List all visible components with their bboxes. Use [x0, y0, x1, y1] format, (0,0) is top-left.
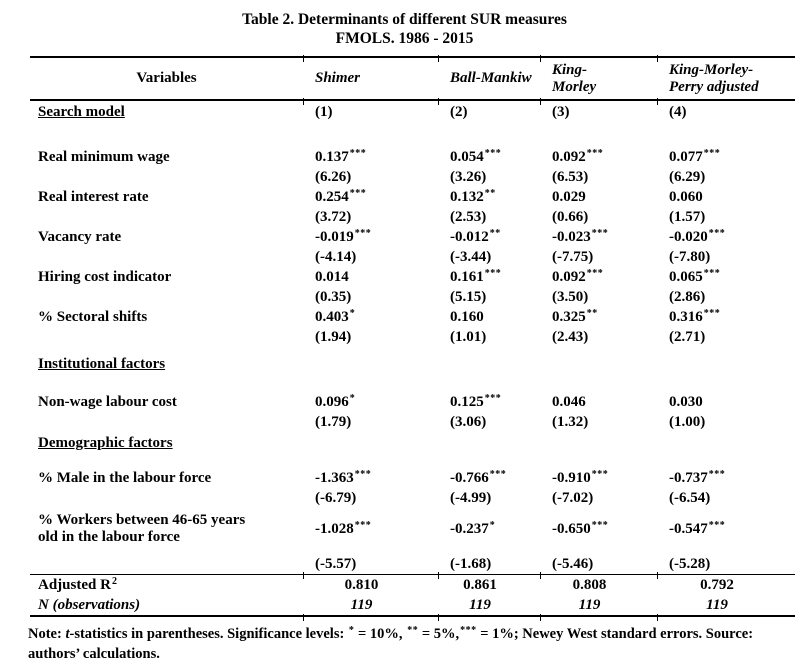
coef-cell	[438, 392, 540, 412]
model-number-cell: (3)	[552, 104, 570, 120]
row-label-empty	[30, 287, 303, 307]
table-row-male-labour-force	[30, 468, 795, 488]
column-header-variables: Variables	[136, 70, 197, 86]
row-label: % Sectoral shifts	[38, 309, 148, 325]
coef-cell	[657, 147, 795, 167]
significance-stars: ***	[484, 393, 502, 404]
coef-cell	[540, 187, 657, 207]
coef-cell	[303, 521, 438, 538]
stat-label-adjusted-r2	[30, 575, 303, 596]
note-text: = 10%,	[354, 626, 407, 642]
n-value: 119	[350, 597, 373, 613]
tstat-cell: (1.79)	[315, 414, 352, 430]
significance-stars: ***	[591, 519, 609, 531]
tstat-cell: (2.53)	[450, 209, 487, 225]
significance-stars: ***	[586, 268, 604, 279]
tstat-row	[30, 412, 795, 432]
tstat-cell: (-7.80)	[669, 249, 711, 265]
tstat-cell: (-6.54)	[669, 490, 711, 506]
section-heading-demographic	[30, 432, 303, 454]
tstat-cell: (-7.02)	[552, 490, 594, 506]
significance-stars: *	[349, 393, 356, 404]
empty-cell	[657, 432, 795, 454]
search-model-row	[30, 101, 795, 132]
section-heading-label: Institutional factors	[38, 356, 166, 372]
tstat-cell: (-6.79)	[315, 490, 357, 506]
significance-stars: ***	[586, 148, 604, 159]
significance-star-1: *	[348, 625, 355, 636]
significance-stars: **	[586, 308, 598, 319]
coef-value: -0.737	[669, 470, 708, 486]
model-number-cell: (2)	[450, 104, 468, 120]
coef-cell	[657, 392, 795, 412]
n-value: 119	[578, 597, 601, 613]
column-divider-tick	[540, 55, 541, 62]
tstat-cell: (1.01)	[450, 329, 487, 345]
column-divider-tick	[540, 614, 541, 621]
coef-value: -0.023	[552, 229, 591, 245]
row-label: Real interest rate	[38, 189, 149, 205]
coef-cell	[657, 307, 795, 327]
column-header-king-morley-perry	[657, 62, 795, 96]
column-divider-tick	[657, 55, 658, 62]
tstat-row	[30, 207, 795, 227]
column-divider-tick	[540, 572, 541, 579]
coef-value: -0.910	[552, 470, 591, 486]
coef-value: 0.316	[669, 309, 703, 325]
coef-value: 0.054	[450, 149, 484, 165]
significance-stars: ***	[591, 469, 609, 480]
row-label: Vacancy rate	[38, 229, 122, 245]
row-label-empty	[30, 327, 303, 347]
spacer	[30, 132, 795, 147]
column-header-label: King-	[552, 61, 588, 78]
table-title	[0, 0, 809, 48]
significance-stars: ***	[703, 308, 721, 319]
table-header-row	[30, 58, 795, 99]
tstat-cell: (-5.46)	[552, 556, 594, 572]
significance-stars: ***	[354, 519, 372, 531]
tstat-cell: (1.94)	[315, 329, 352, 345]
table-row-real-minimum-wage	[30, 147, 795, 167]
significance-stars: ***	[708, 519, 726, 531]
row-label-empty	[30, 167, 303, 187]
column-divider-tick	[438, 614, 439, 621]
column-header-label: Perry adjusted	[669, 78, 759, 95]
r2-value: 0.792	[700, 577, 734, 593]
tstat-cell: (-4.99)	[450, 490, 492, 506]
tstat-row	[30, 167, 795, 187]
significance-stars: **	[489, 228, 501, 239]
note-line1	[28, 624, 804, 644]
significance-stars: ***	[484, 268, 502, 279]
tstat-cell: (-5.57)	[315, 556, 357, 572]
table-row-vacancy-rate	[30, 227, 795, 247]
coef-cell	[438, 147, 540, 167]
row-label: Hiring cost indicator	[38, 269, 172, 285]
tstat-cell: (0.66)	[552, 209, 589, 225]
coef-cell	[540, 147, 657, 167]
column-divider-tick	[657, 614, 658, 621]
tstat-cell: (-4.14)	[315, 249, 357, 265]
table-top-rule	[30, 56, 795, 58]
r2-value: 0.810	[344, 577, 379, 593]
empty-cell	[303, 432, 438, 454]
column-header-ball-mankiw	[438, 70, 540, 87]
coef-cell	[303, 468, 438, 488]
tstat-cell: (3.50)	[552, 289, 589, 305]
coef-cell	[438, 307, 540, 327]
coef-cell	[303, 227, 438, 247]
row-label: % Male in the labour force	[38, 470, 212, 486]
coef-value: 0.029	[552, 189, 586, 205]
stat-label-text: Adjusted R	[38, 577, 111, 593]
significance-stars: ***	[708, 228, 726, 239]
coef-value: -1.028	[315, 520, 354, 537]
results-table	[30, 56, 795, 617]
coef-value: 0.325	[552, 309, 586, 325]
coef-cell	[303, 392, 438, 412]
tstat-row	[30, 287, 795, 307]
row-label-line1: % Workers between 46-65 years	[38, 512, 246, 528]
section-heading-search-model	[30, 104, 303, 121]
significance-stars: ***	[703, 268, 721, 279]
column-header-label: Shimer	[315, 70, 361, 86]
significance-stars: ***	[349, 148, 367, 159]
coef-value: -1.363	[315, 470, 354, 486]
column-divider-tick	[657, 572, 658, 579]
coef-value: 0.092	[552, 149, 586, 165]
row-label-empty	[30, 412, 303, 432]
column-divider-tick	[438, 98, 439, 105]
row-label-empty	[30, 488, 303, 508]
tstat-cell: (-7.75)	[552, 249, 594, 265]
significance-star-3: ***	[460, 625, 477, 636]
tstat-row	[30, 247, 795, 267]
coef-cell	[540, 392, 657, 412]
row-label-empty	[30, 247, 303, 267]
column-divider-tick	[438, 572, 439, 579]
table-bottom-rule	[30, 615, 795, 617]
coef-value: -0.019	[315, 229, 354, 245]
empty-cell	[438, 432, 540, 454]
coef-cell	[303, 187, 438, 207]
column-divider-tick	[303, 55, 304, 62]
model-number-cell: (4)	[669, 104, 687, 120]
section-heading-label: Demographic factors	[38, 435, 173, 451]
coef-cell	[438, 187, 540, 207]
empty-cell	[303, 353, 438, 375]
section-row-demographic	[30, 432, 795, 454]
table-note	[28, 624, 804, 662]
tstat-row	[30, 554, 795, 574]
coef-cell	[657, 468, 795, 488]
header-bottom-rule	[30, 99, 795, 101]
coef-value: 0.077	[669, 149, 703, 165]
coef-value: 0.030	[669, 394, 703, 410]
coef-value: -0.237	[450, 520, 489, 537]
row-label-empty	[30, 207, 303, 227]
coef-value: 0.092	[552, 269, 586, 285]
coef-cell	[438, 227, 540, 247]
coef-value: 0.014	[315, 269, 349, 285]
coef-value: 0.161	[450, 269, 484, 285]
coef-cell	[303, 147, 438, 167]
column-divider-tick	[657, 98, 658, 105]
significance-stars: ***	[354, 469, 372, 480]
table-row-non-wage-labour-cost	[30, 392, 795, 412]
column-header-king-morley	[540, 62, 657, 96]
r2-value: 0.861	[463, 577, 497, 593]
column-divider-tick	[303, 98, 304, 105]
r2-superscript: 2	[111, 576, 118, 587]
table-title-line2: FMOLS. 1986 - 2015	[335, 30, 474, 47]
section-heading-label: Search model	[38, 104, 125, 120]
tstat-cell: (3.06)	[450, 414, 487, 430]
column-header-label: Ball-Mankiw	[450, 70, 532, 86]
tstat-cell: (5.15)	[450, 289, 487, 305]
tstat-row	[30, 327, 795, 347]
tstat-cell: (6.53)	[552, 169, 589, 185]
tstat-cell: (-5.28)	[669, 556, 711, 572]
significance-stars: ***	[484, 148, 502, 159]
spacer	[30, 454, 795, 468]
tstat-cell: (6.26)	[315, 169, 352, 185]
note-prefix: Note:	[28, 626, 66, 642]
coef-value: 0.046	[552, 394, 586, 410]
coef-cell	[540, 468, 657, 488]
tstat-cell: (1.32)	[552, 414, 589, 430]
significance-stars: *	[349, 308, 356, 319]
note-line2: authors’ calculations.	[28, 646, 160, 662]
note-text: = 1%; Newey West standard errors. Source:	[476, 626, 754, 642]
significance-stars: ***	[708, 469, 726, 480]
coef-value: 0.065	[669, 269, 703, 285]
coef-value: -0.547	[669, 520, 708, 537]
significance-stars: *	[489, 519, 496, 531]
tstat-cell: (-1.68)	[450, 556, 492, 572]
note-text: -statistics in parentheses. Significance levels:	[69, 626, 348, 642]
tstat-cell: (3.72)	[315, 209, 352, 225]
column-divider-tick	[438, 55, 439, 62]
table-row-real-interest-rate	[30, 187, 795, 207]
column-divider-tick	[303, 572, 304, 579]
stats-top-rule	[30, 574, 795, 575]
significance-stars: ***	[591, 228, 609, 239]
row-label	[30, 512, 303, 546]
coef-value: 0.060	[669, 189, 703, 205]
coef-cell	[540, 521, 657, 538]
tstat-cell: (2.43)	[552, 329, 589, 345]
coef-cell	[438, 468, 540, 488]
coef-value: 0.160	[450, 309, 484, 325]
significance-stars: **	[484, 188, 496, 199]
coef-value: 0.132	[450, 189, 484, 205]
section-row-institutional	[30, 353, 795, 375]
model-number-cell: (1)	[315, 104, 333, 120]
coef-value: 0.254	[315, 189, 349, 205]
significance-star-2: **	[407, 625, 419, 636]
coef-cell	[657, 267, 795, 287]
coef-value: -0.766	[450, 470, 489, 486]
coef-cell	[438, 267, 540, 287]
coef-cell	[303, 307, 438, 327]
tstat-cell: (-3.44)	[450, 249, 492, 265]
column-header-label: King-Morley-	[669, 61, 754, 78]
stat-label-n-observations: N (observations)	[38, 597, 141, 613]
n-value: 119	[469, 597, 491, 613]
table-row-hiring-cost-indicator	[30, 267, 795, 287]
tstat-cell: (1.00)	[669, 414, 706, 430]
coef-value: -0.012	[450, 229, 489, 245]
significance-stars: ***	[349, 188, 367, 199]
coef-cell	[657, 227, 795, 247]
row-label: Real minimum wage	[38, 149, 170, 165]
row-label: Non-wage labour cost	[38, 394, 177, 410]
coef-value: 0.125	[450, 394, 484, 410]
table-row-sectoral-shifts	[30, 307, 795, 327]
tstat-cell: (2.71)	[669, 329, 706, 345]
coef-cell	[657, 521, 795, 538]
coef-cell	[303, 267, 438, 287]
tstat-row	[30, 488, 795, 508]
empty-cell	[657, 353, 795, 375]
coef-cell	[540, 227, 657, 247]
significance-stars: ***	[354, 228, 372, 239]
significance-stars: ***	[703, 148, 721, 159]
coef-value: -0.650	[552, 520, 591, 537]
column-divider-tick	[303, 614, 304, 621]
column-header-label: Morley	[552, 78, 597, 95]
significance-stars: ***	[489, 469, 507, 480]
empty-cell	[438, 353, 540, 375]
note-text: = 5%,	[418, 626, 460, 642]
tstat-cell: (3.26)	[450, 169, 487, 185]
tstat-cell: (1.57)	[669, 209, 706, 225]
section-heading-institutional	[30, 353, 303, 375]
n-value: 119	[706, 597, 728, 613]
coef-value: 0.403	[315, 309, 349, 325]
coef-cell	[540, 267, 657, 287]
table-title-line1: Table 2. Determinants of different SUR measures	[242, 11, 567, 28]
spacer	[30, 375, 795, 392]
column-divider-tick	[540, 98, 541, 105]
r2-value: 0.808	[572, 577, 607, 593]
coef-value: -0.020	[669, 229, 708, 245]
note-t-italic: t	[65, 626, 70, 642]
coef-value: 0.096	[315, 394, 349, 410]
tstat-cell: (0.35)	[315, 289, 352, 305]
coef-value: 0.137	[315, 149, 349, 165]
adjusted-r2-row	[30, 575, 795, 596]
tstat-cell: (6.29)	[669, 169, 706, 185]
coef-cell	[438, 521, 540, 538]
empty-cell	[540, 432, 657, 454]
tstat-cell: (2.86)	[669, 289, 706, 305]
coef-cell	[540, 307, 657, 327]
table-row-workers-46-65	[30, 508, 795, 548]
empty-cell	[540, 353, 657, 375]
n-observations-row	[30, 596, 795, 615]
column-header-shimer	[303, 70, 438, 87]
row-label-line2: old in the labour force	[38, 529, 180, 545]
row-label-empty	[30, 554, 303, 574]
coef-cell	[657, 187, 795, 207]
